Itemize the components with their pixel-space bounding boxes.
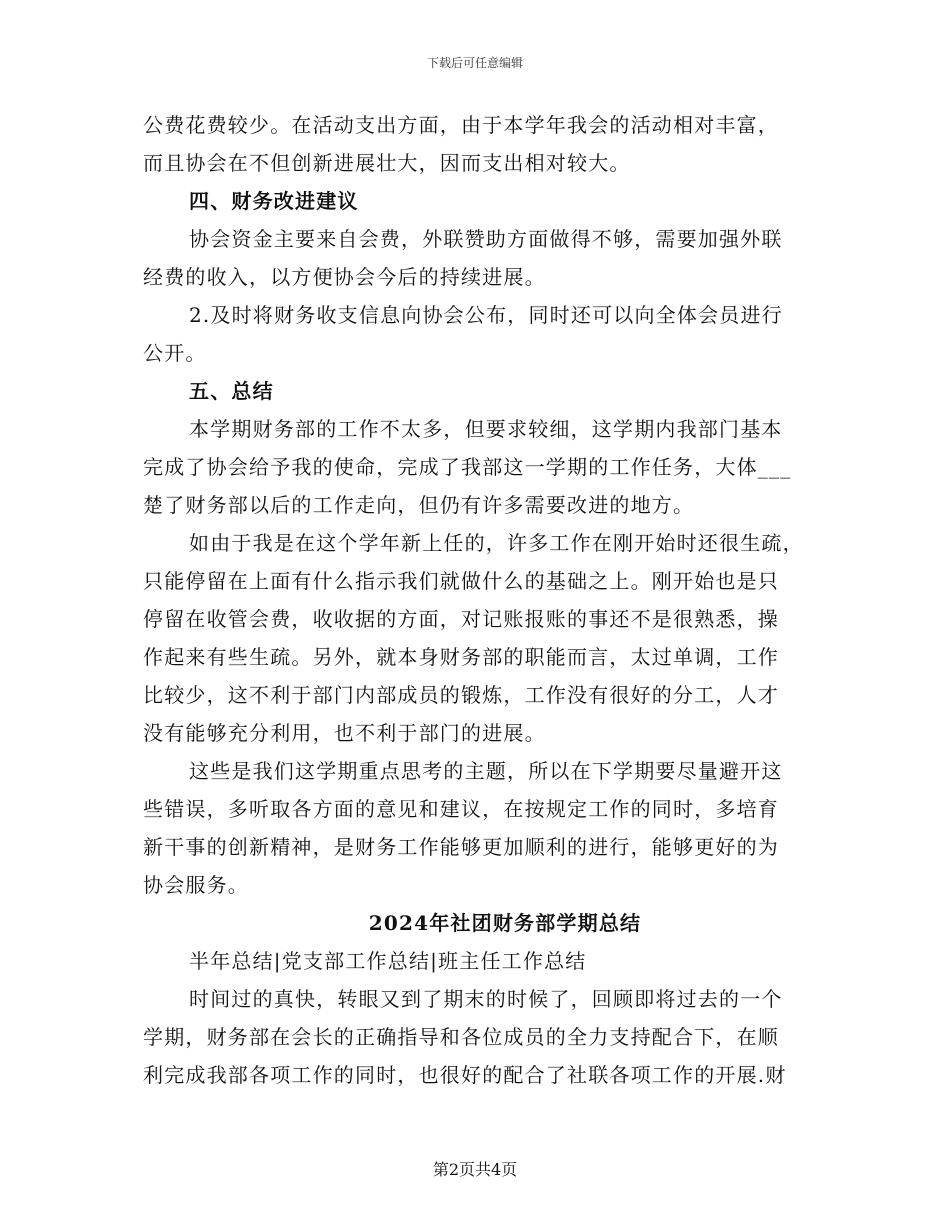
- paragraph-line: 公开。: [143, 341, 207, 365]
- paragraph-line: 停留在收管会费，收收据的方面，对记账报账的事还不是很熟悉，操: [143, 607, 779, 631]
- paragraph-line: 完成了协会给予我的使命，完成了我部这一学期的工作任务，大体___: [143, 455, 792, 479]
- paragraph-line: 利完成我部各项工作的同时，也很好的配合了社联各项工作的开展.财: [143, 1063, 787, 1087]
- paragraph-line: 经费的收入，以方便协会今后的持续进展。: [143, 265, 546, 289]
- section-heading: 五、总结: [189, 379, 274, 403]
- paragraph-line: 比较少，这不利于部门内部成员的锻炼，工作没有很好的分工，人才: [143, 683, 779, 707]
- document-title: 2024年社团财务部学期总结: [368, 911, 642, 935]
- page-header: 下载后可任意编辑: [426, 56, 523, 70]
- paragraph-line: 没有能够充分利用，也不利于部门的进展。: [143, 721, 546, 745]
- paragraph-line: 只能停留在上面有什么指示我们就做什么的基础之上。刚开始也是只: [143, 569, 779, 593]
- page-number: 第2页共4页: [432, 1160, 518, 1179]
- paragraph-line: 学期，财务部在会长的正确指导和各位成员的全力支持配合下，在顺: [143, 1025, 779, 1049]
- paragraph-line: 些错误，多听取各方面的意见和建议，在按规定工作的同时，多培育: [143, 797, 779, 821]
- paragraph-line: 协会资金主要来自会费，外联赞助方面做得不够，需要加强外联: [189, 227, 783, 251]
- paragraph-line: 本学期财务部的工作不太多，但要求较细，这学期内我部门基本: [189, 417, 783, 441]
- category-tags: 半年总结|党支部工作总结|班主任工作总结: [189, 949, 587, 973]
- section-heading: 四、财务改进建议: [189, 189, 359, 213]
- paragraph-line: 2.及时将财务收支信息向协会公布，同时还可以向全体会员进行: [189, 303, 783, 327]
- paragraph-line: 楚了财务部以后的工作走向，但仍有许多需要改进的地方。: [143, 493, 695, 517]
- paragraph-line: 如由于我是在这个学年新上任的，许多工作在刚开始时还很生疏，: [189, 531, 804, 555]
- paragraph-line: 协会服务。: [143, 873, 249, 897]
- document-body: [143, 106, 807, 1094]
- paragraph-line: 这些是我们这学期重点思考的主题，所以在下学期要尽量避开这: [189, 759, 783, 783]
- paragraph-line: 而且协会在不但创新进展壮大，因而支出相对较大。: [143, 151, 631, 175]
- paragraph-line: 公费花费较少。在活动支出方面，由于本学年我会的活动相对丰富，: [143, 113, 779, 137]
- paragraph-line: 时间过的真快，转眼又到了期末的时候了，回顾即将过去的一个: [189, 987, 783, 1011]
- paragraph-line: 作起来有些生疏。另外，就本身财务部的职能而言，太过单调，工作: [143, 645, 779, 669]
- paragraph-line: 新干事的创新精神，是财务工作能够更加顺利的进行，能够更好的为: [143, 835, 779, 859]
